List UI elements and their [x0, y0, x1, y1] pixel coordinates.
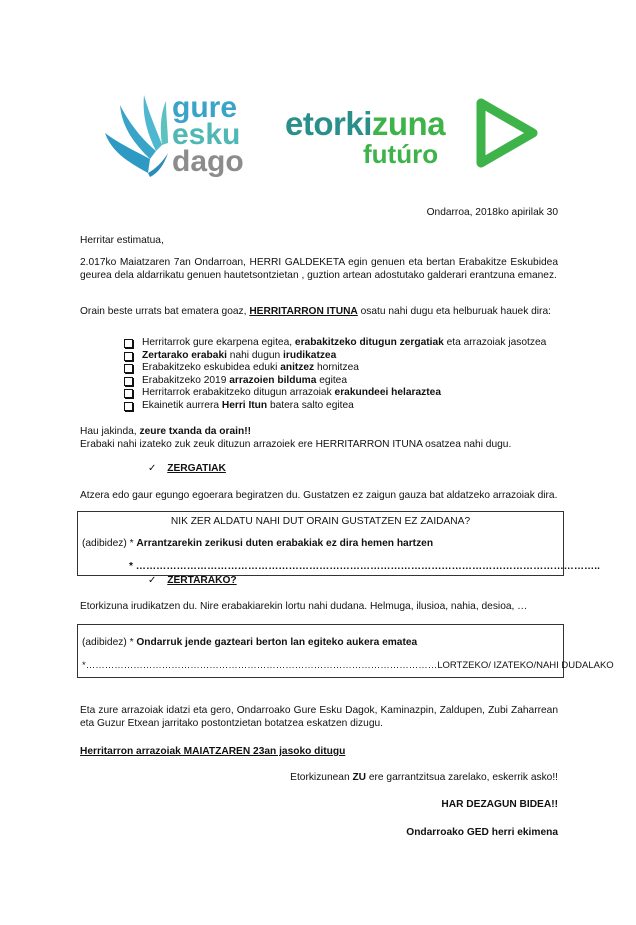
zertarako-fill-line[interactable]: *…………………………………………………………………………………………………LORTZEKO/ IZATEKO/NAHI DUDALAKO [82, 660, 614, 671]
list-item: Herritarrok erabakitzeko ditugun arrazoiak erakundeei helaraztea [124, 387, 546, 400]
checkbox-square-icon [124, 377, 133, 386]
list-item: Ekainetik aurrera Herri Itun batera salto egitea [124, 400, 546, 413]
collect-date-line: Herritarron arrazoiak MAIATZAREN 23an jasoko ditugu [80, 746, 346, 757]
list-item: Herritarrok gure ekarpena egitea, erabakitzeko ditugun zergatiak eta arrazoiak jasotzea [124, 337, 546, 350]
list-item: Erabakitzeko eskubidea eduki anitzez hornitzea [124, 362, 546, 375]
etorkizuna-logo [285, 95, 545, 175]
logo-word-gure: gure [172, 91, 238, 124]
your-turn-line-2: Erabaki nahi izateko zuk zeuk dituzun arrazoiek ere HERRITARRON ITUNA osatzea nahi dugu. [80, 439, 512, 450]
zertarako-example: (adibidez) * Ondarruk jende gazteari berton lan egiteko aukera ematea [82, 637, 418, 648]
zergatiak-fill-line[interactable]: * ……………………………………………………………………………………………………………………….. [129, 561, 600, 572]
checkbox-square-icon [124, 339, 133, 348]
zergatiak-box-title: NIK ZER ALDATU NAHI DUT ORAIN GUSTATZEN EZ ZAIDANA? [170, 516, 471, 527]
gure-esku-dago-logo [100, 88, 265, 183]
letter-date: Ondarroa, 2018ko apirilak 30 [426, 207, 558, 218]
next-step-post: osatu nahi dugu eta helburuak hauek dira: [357, 306, 551, 317]
checkbox-square-icon [124, 364, 133, 373]
zertarako-intro: Etorkizuna irudikatzen du. Nire erabakiarekin lortu nahi dudana. Helmuga, ilusioa, nahia, desioa, … [80, 601, 528, 612]
zergatiak-example: (adibidez) * Arrantzarekin zerikusi duten erabakiak ez dira hemen hartzen [82, 538, 434, 549]
checkmark-icon: ✓ [148, 575, 157, 586]
logo-word-zuna: zuna [371, 105, 446, 142]
closing-paragraph: Eta zure arrazoiak idatzi eta gero, Ondarroako Gure Esku Dagok, Kaminazpin, Zaldupen, Zubi Zaharrean eta Guzur Etxean jarritako postontzietan botatzea eskatzen dizugu. [80, 705, 558, 729]
logo-word-dago: dago [172, 145, 244, 178]
section-zertarako-heading: ✓ ZERTARAKO? [148, 575, 237, 586]
signature: Ondarroako GED herri ekimena [406, 827, 558, 838]
play-triangle-icon [475, 97, 539, 169]
thanks-line: Etorkizunean ZU ere garrantzitsua zarelako, eskerrik asko!! [290, 772, 558, 783]
list-item: Erabakitzeko 2019 arrazoien bilduma egitea [124, 375, 546, 388]
next-step-pre: Orain beste urrats bat ematera goaz, [80, 306, 250, 317]
logo-word-esku: esku [172, 118, 241, 151]
next-step-paragraph [80, 305, 558, 318]
your-turn-line: Hau jakinda, zeure txanda da orain!! [80, 426, 251, 437]
zertarako-box [77, 624, 614, 678]
checkbox-square-icon [124, 389, 133, 398]
list-item: Zertarako erabaki nahi dugun irudikatzea [124, 350, 546, 363]
logo-word-etorki: etorki [285, 105, 372, 142]
intro-paragraph: 2.017ko Maiatzaren 7an Ondarroan, HERRI GALDEKETA egin genuen eta bertan Erabakitze Eskubidea geurea dela aldarrikatu genuen hautetsontzietan , guztion artean adostutako galderari erantzuna emanez. [80, 257, 558, 281]
zergatiak-box [77, 511, 600, 576]
checkbox-square-icon [124, 352, 133, 361]
section-zergatiak-heading: ✓ ZERGATIAK [148, 463, 226, 474]
slogan: HAR DEZAGUN BIDEA!! [441, 799, 558, 810]
hand-fan-icon [100, 93, 170, 178]
next-step-bold: HERRITARRON ITUNA [249, 306, 358, 317]
logo-word-futuro: futúro [363, 139, 439, 169]
zergatiak-intro: Atzera edo gaur egungo egoerara begiratzen du. Gustatzen ez zaigun gauza bat aldatzeko arrazoiak dira. [80, 490, 558, 501]
greeting: Herritar estimatua, [80, 235, 164, 246]
goals-list [124, 337, 546, 413]
checkmark-icon: ✓ [148, 463, 157, 474]
checkbox-square-icon [124, 402, 133, 411]
